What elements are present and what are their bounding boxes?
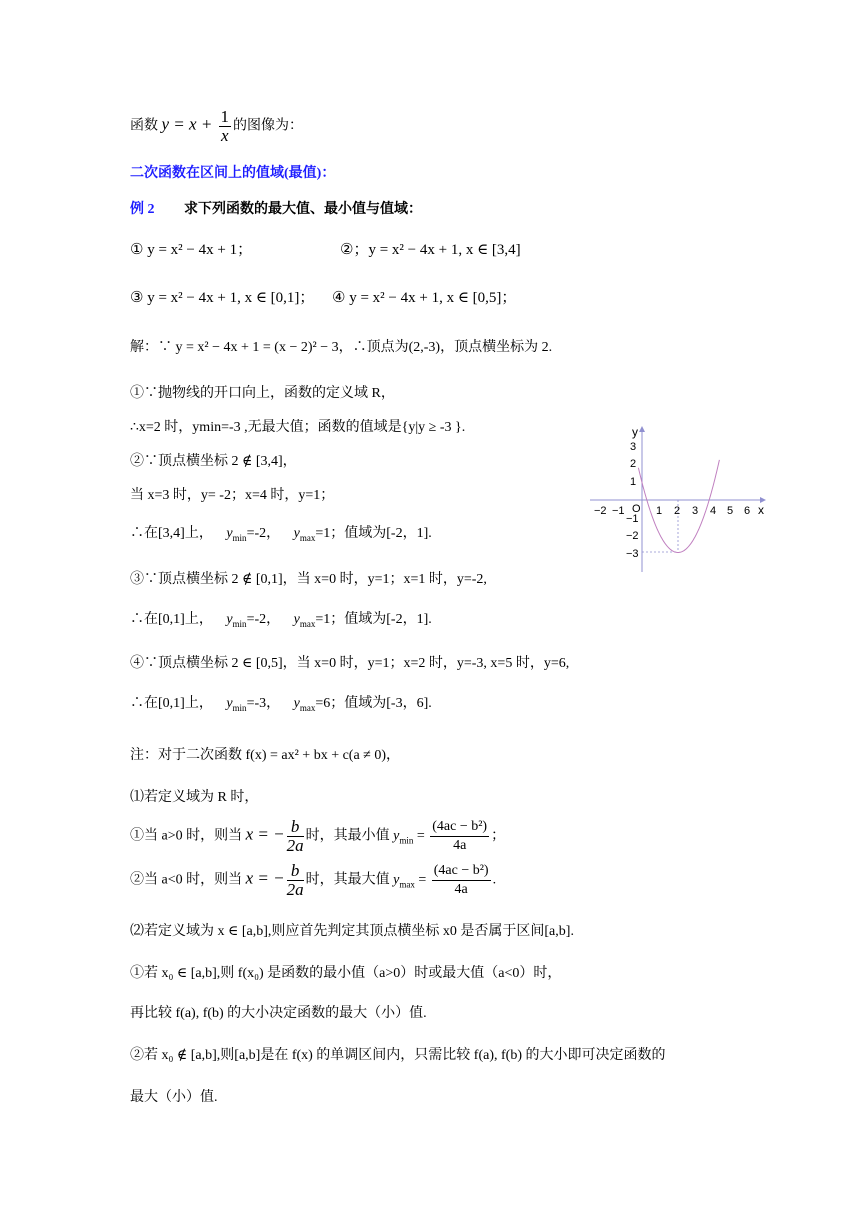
n1b-frac2 [432, 862, 491, 899]
step-4a: ④∵顶点横坐标 2 ∈ [0,5]，当 x=0 时，y=1；x=2 时，y=-3, x=5 时，y=6, [130, 656, 570, 671]
n1b-num: b [287, 862, 304, 881]
s4b-ymax: y [293, 696, 300, 711]
n1b-sub: max [399, 879, 415, 890]
s4b-max-sub: max [299, 702, 316, 713]
step-2c [130, 522, 432, 543]
n1b-frac [287, 862, 304, 899]
n1a-fnum: (4ac − b²) [430, 818, 489, 837]
n1a-y: y [393, 828, 400, 844]
n1a-end: ； [491, 828, 506, 844]
s3b-ymax: y [293, 612, 300, 627]
s2c-max-val: =1；值域为[-2，1]. [315, 526, 432, 541]
step-3a: ③∵顶点横坐标 2 ∉ [0,1]，当 x=0 时，y=1；x=1 时，y=-2, [130, 572, 487, 587]
example-label: 例 2 [130, 202, 155, 217]
note-2b: 再比较 f(a), f(b) 的大小决定函数的最大（小）值. [130, 1006, 427, 1021]
s4b-prefix: ∴在[0,1]上， [130, 696, 213, 711]
s3b-max-val: =1；值域为[-2，1]. [315, 612, 432, 627]
step-4b [130, 692, 432, 713]
n1a-frac2 [430, 818, 489, 855]
note-2d: 最大（小）值. [130, 1090, 218, 1105]
intro-prefix: 函数 [130, 118, 158, 134]
item-1: ① y = x² − 4x + 1； [130, 242, 253, 258]
x-tick-3: 3 [692, 505, 699, 517]
x-axis-label: x [758, 503, 764, 517]
parabola-graph [588, 424, 778, 574]
step-3b [130, 608, 432, 629]
section-heading: 二次函数在区间上的值域(最值)： [130, 166, 336, 181]
n1b-eq: = [414, 872, 430, 888]
s3b-prefix: ∴在[0,1]上， [130, 612, 213, 627]
n1a-fden: 4a [453, 838, 467, 853]
step-2a: ②∵顶点横坐标 2 ∉ [3,4]， [130, 454, 297, 469]
y-tick-3: 3 [630, 441, 637, 453]
note-1a [130, 818, 505, 855]
n1b-den: 2a [286, 880, 304, 899]
intro-equation: y = x + [161, 114, 217, 134]
y-axis-arrow [639, 426, 645, 432]
origin-label: O [632, 503, 641, 515]
s3b-ymin: y [226, 612, 233, 627]
n1b-end: . [492, 872, 497, 888]
x-tick-1: 1 [656, 505, 663, 517]
intro-num: 1 [220, 107, 230, 126]
s4b-max-val: =6；值域为[-3，6]. [315, 696, 432, 711]
item-3: ③ y = x² − 4x + 1, x ∈ [0,1]； [130, 290, 315, 306]
function-graph-intro [130, 108, 303, 145]
x-tick-5: 5 [727, 505, 734, 517]
note-2a: ①若 x₀ ∈ [a,b],则 f(x₀) 是函数的最小值（a>0）时或最大值（a<0）时， [130, 966, 562, 981]
s2c-ymin: y [226, 526, 233, 541]
s3b-min-val: =-2， [246, 612, 281, 627]
n1b-y: y [393, 872, 400, 888]
x-tick-neg1: −1 [612, 505, 625, 517]
example-text: 求下列函数的最大值、最小值与值域： [184, 202, 422, 217]
n1b-fden: 4a [454, 882, 468, 897]
note-1: ⑴若定义域为 R 时， [130, 790, 259, 805]
y-tick-1: 1 [630, 476, 637, 488]
x-tick-4: 4 [710, 505, 717, 517]
x-tick-2: 2 [674, 505, 681, 517]
y-axis-label: y [632, 425, 638, 439]
x-tick-neg2: −2 [594, 505, 607, 517]
n1a-eq: = [413, 828, 429, 844]
n1a-num: b [287, 818, 304, 837]
item-2: ②；y = x² − 4x + 1, x ∈ [3,4] [340, 242, 521, 258]
step-1a: ①∵抛物线的开口向上，函数的定义域 R， [130, 386, 395, 401]
example-2 [130, 198, 422, 218]
n1b-x: x = − [245, 868, 285, 888]
s2c-prefix: ∴在[3,4]上， [130, 526, 213, 541]
s4b-min-sub: min [232, 702, 247, 713]
n1a-frac [287, 818, 304, 855]
n1b-mid: 时，其最大值 [305, 872, 390, 888]
s2c-ymax: y [293, 526, 300, 541]
step-2b: 当 x=3 时，y= -2；x=4 时，y=1； [130, 488, 335, 503]
item-4: ④ y = x² − 4x + 1, x ∈ [0,5]； [332, 290, 517, 306]
x-tick-6: 6 [744, 505, 751, 517]
intro-fraction [219, 108, 232, 145]
n1a-prefix: ①当 a>0 时，则当 [130, 828, 243, 844]
s3b-min-sub: min [232, 618, 247, 629]
n1b-fnum: (4ac − b²) [432, 862, 491, 881]
n1a-mid: 时，其最小值 [305, 828, 390, 844]
note-2: ⑵若定义域为 x ∈ [a,b],则应首先判定其顶点横坐标 x0 是否属于区间[a,b]. [130, 924, 574, 939]
s4b-ymin: y [226, 696, 233, 711]
y-tick-2: 2 [630, 458, 637, 470]
intro-den: x [221, 126, 229, 145]
n1a-x: x = − [245, 824, 285, 844]
solution-line: 解：∵ y = x² − 4x + 1 = (x − 2)² − 3，∴顶点为(2,-3)，顶点横坐标为 2. [130, 340, 553, 355]
note-2c: ②若 x₀ ∉ [a,b],则[a,b]是在 f(x) 的单调区间内，只需比较 f(a), f(b) 的大小即可决定函数的 [130, 1048, 666, 1063]
n1a-sub: min [399, 835, 414, 846]
n1a-den: 2a [286, 836, 304, 855]
y-tick-neg1: −1 [626, 513, 639, 525]
y-tick-neg2: −2 [626, 530, 639, 542]
intro-suffix: 的图像为： [233, 118, 304, 134]
s2c-min-sub: min [232, 532, 247, 543]
s3b-max-sub: max [299, 618, 316, 629]
step-1b: ∴x=2 时，ymin=-3 ,无最大值；函数的值域是{y|y ≥ -3 }. [130, 420, 466, 435]
y-tick-neg3: −3 [626, 548, 639, 560]
note-line: 注：对于二次函数 f(x) = ax² + bx + c(a ≠ 0)， [130, 748, 401, 763]
s2c-max-sub: max [299, 532, 316, 543]
s4b-min-val: =-3， [246, 696, 281, 711]
note-1b [130, 862, 496, 899]
s2c-min-val: =-2， [246, 526, 281, 541]
n1b-prefix: ②当 a<0 时，则当 [130, 872, 243, 888]
